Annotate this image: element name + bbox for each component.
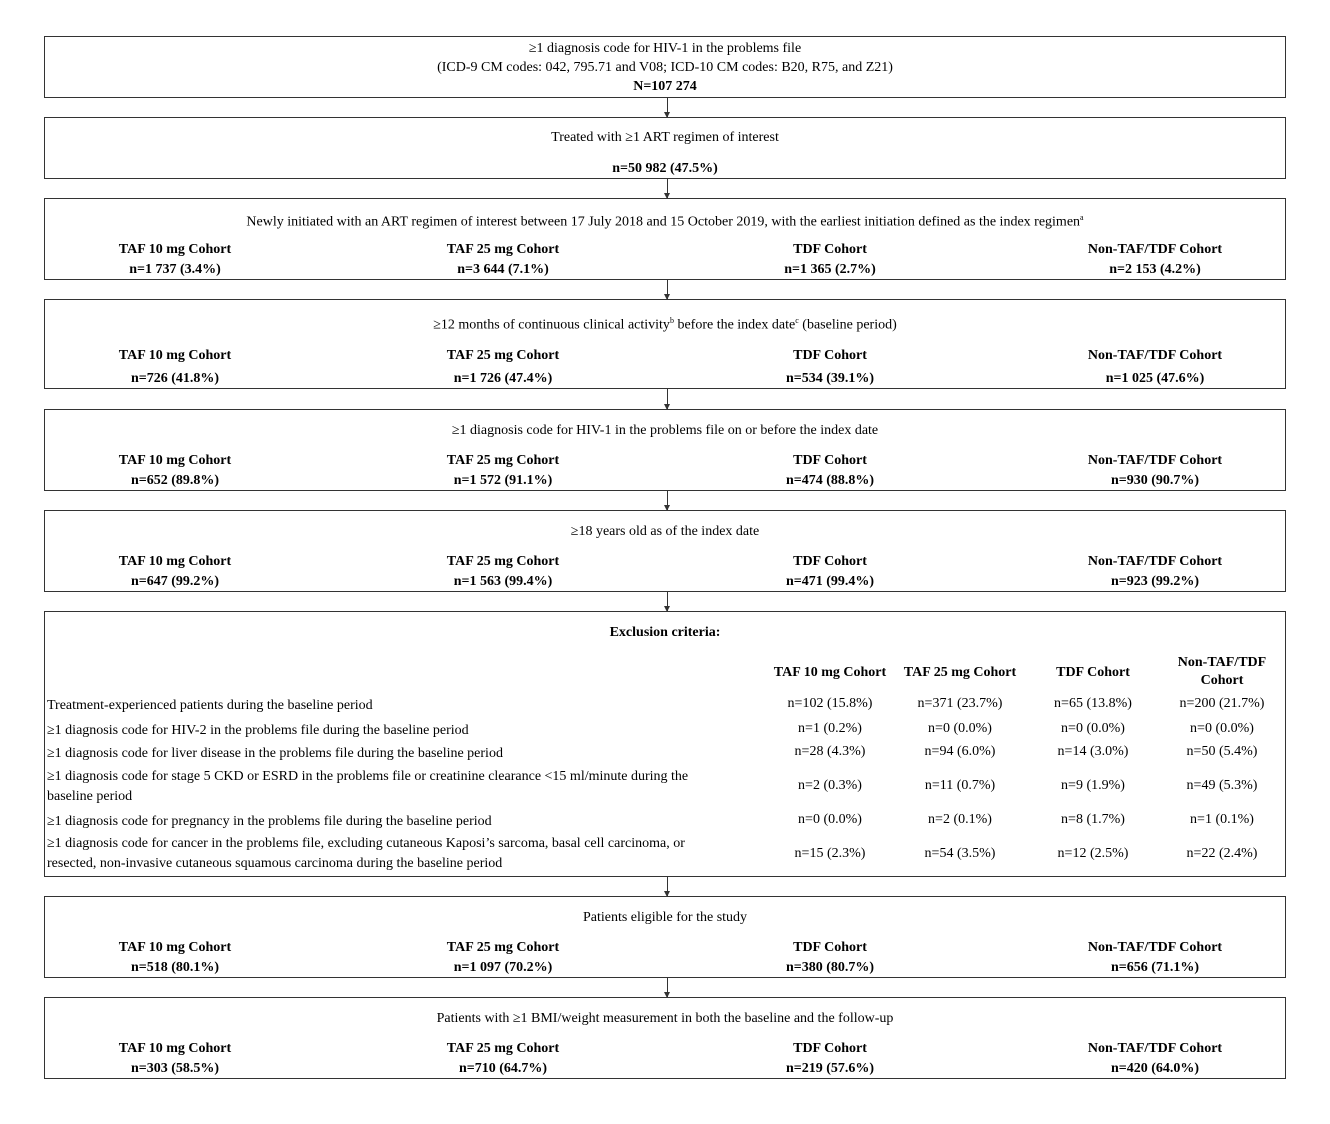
cohort-count: n=1 726 (47.4%) <box>453 371 553 386</box>
exclusion-label: ≥1 diagnosis code for liver disease in the problems file during the baseline period <box>47 746 503 761</box>
exclusion-value: n=2 (0.1%) <box>928 812 992 827</box>
cohort-count: n=1 097 (70.2%) <box>453 960 553 975</box>
flow-box-age-18 <box>44 510 1286 592</box>
cohort-count: n=518 (80.1%) <box>130 960 220 975</box>
arrow-down-icon <box>667 179 668 198</box>
cohort-count: n=726 (41.8%) <box>130 371 220 386</box>
cohort-count: n=1 365 (2.7%) <box>784 262 876 277</box>
cohort-count: n=1 737 (3.4%) <box>129 262 221 277</box>
cohort-tdf <box>710 242 950 278</box>
exclusion-value: n=28 (4.3%) <box>794 744 866 759</box>
arrow-down-icon <box>667 98 668 117</box>
cohort-count: n=710 (64.7%) <box>458 1061 548 1076</box>
flow-box-eligible <box>44 896 1286 978</box>
cohort-label: TAF 25 mg Cohort <box>446 1041 560 1056</box>
arrow-down-icon <box>667 592 668 611</box>
box-title <box>45 316 1285 334</box>
cohort-non-taf-tdf <box>1035 453 1275 489</box>
exclusion-value: n=50 (5.4%) <box>1186 744 1258 759</box>
cohort-count: n=1 572 (91.1%) <box>453 473 553 488</box>
cohort-taf10 <box>55 242 295 278</box>
cohort-count: n=380 (80.7%) <box>785 960 875 975</box>
cohort-taf25 <box>383 453 623 489</box>
box-count: N=107 274 <box>633 79 697 94</box>
cohort-label: TAF 25 mg Cohort <box>446 453 560 468</box>
box-subtitle: (ICD-9 CM codes: 042, 795.71 and V08; ICD-10 CM codes: B20, R75, and Z21) <box>437 60 893 75</box>
exclusion-value: n=49 (5.3%) <box>1186 778 1258 793</box>
exclusion-header-taf10: TAF 10 mg Cohort <box>773 665 887 680</box>
exclusion-value: n=200 (21.7%) <box>1179 696 1265 711</box>
exclusion-value: n=15 (2.3%) <box>794 846 866 861</box>
box-title-text: Newly initiated with an ART regimen of interest between 17 July 2018 and 15 October 2019, with the earliest initiation defined as the index regimen <box>246 214 1081 230</box>
cohort-taf25 <box>383 242 623 278</box>
exclusion-header-non-taf-tdf: Non-TAF/TDF Cohort <box>1177 655 1267 688</box>
flow-box-hiv1-diagnosis <box>44 36 1286 98</box>
cohort-non-taf-tdf <box>1035 940 1275 976</box>
cohort-taf10 <box>55 453 295 489</box>
arrow-down-icon <box>667 389 668 409</box>
cohort-label: TAF 25 mg Cohort <box>446 242 560 257</box>
cohort-count: n=647 (99.2%) <box>130 574 220 589</box>
cohort-taf25 <box>383 554 623 590</box>
exclusion-value: n=94 (6.0%) <box>924 744 996 759</box>
exclusion-value: n=0 (0.0%) <box>928 721 992 736</box>
cohort-label: TAF 25 mg Cohort <box>446 940 560 955</box>
cohort-label: TAF 10 mg Cohort <box>118 453 232 468</box>
exclusion-value: n=65 (13.8%) <box>1054 696 1132 711</box>
arrow-down-icon <box>667 491 668 510</box>
cohort-count: n=420 (64.0%) <box>1110 1061 1200 1076</box>
exclusion-label: Treatment-experienced patients during the baseline period <box>47 698 373 713</box>
cohort-label: TAF 25 mg Cohort <box>446 348 560 363</box>
box-count: n=50 982 (47.5%) <box>612 161 718 176</box>
arrow-down-icon <box>667 978 668 997</box>
exclusion-value: n=12 (2.5%) <box>1057 846 1129 861</box>
cohort-non-taf-tdf <box>1035 348 1275 387</box>
flow-box-bmi-measurement <box>44 997 1286 1079</box>
box-title-text: ≥12 months of continuous clinical activity <box>433 317 670 333</box>
cohort-tdf <box>710 1041 950 1077</box>
exclusion-value: n=0 (0.0%) <box>798 812 862 827</box>
exclusion-header-taf25: TAF 25 mg Cohort <box>903 665 1017 680</box>
box-title: ≥1 diagnosis code for HIV-1 in the problems file <box>528 41 802 56</box>
box-title-text: (baseline period) <box>798 317 897 333</box>
cohort-label: TAF 10 mg Cohort <box>118 1041 232 1056</box>
footnote-marker: b <box>669 316 674 325</box>
cohort-taf25 <box>383 1041 623 1077</box>
exclusion-label: ≥1 diagnosis code for stage 5 CKD or ESRD in the problems file or creatinine clearance <15 ml/minute during the baseline period <box>47 769 689 804</box>
cohort-label: Non-TAF/TDF Cohort <box>1087 242 1223 257</box>
exclusion-header-tdf: TDF Cohort <box>1056 665 1130 680</box>
cohort-taf10 <box>55 348 295 387</box>
cohort-count: n=923 (99.2%) <box>1110 574 1200 589</box>
cohort-tdf <box>710 554 950 590</box>
box-title: Treated with ≥1 ART regimen of interest <box>551 130 779 145</box>
flow-box-hiv1-before-index <box>44 409 1286 491</box>
cohort-label: TDF Cohort <box>793 554 867 569</box>
cohort-label: TDF Cohort <box>793 453 867 468</box>
cohort-label: TDF Cohort <box>793 940 867 955</box>
exclusion-value: n=1 (0.2%) <box>798 721 862 736</box>
box-title: Patients eligible for the study <box>582 910 748 925</box>
exclusion-value: n=102 (15.8%) <box>787 696 873 711</box>
exclusion-value: n=0 (0.0%) <box>1190 721 1254 736</box>
arrow-down-icon <box>667 877 668 896</box>
cohort-label: Non-TAF/TDF Cohort <box>1087 348 1223 363</box>
cohort-non-taf-tdf <box>1035 1041 1275 1077</box>
cohort-label: Non-TAF/TDF Cohort <box>1087 453 1223 468</box>
cohort-count: n=474 (88.8%) <box>785 473 875 488</box>
cohort-label: Non-TAF/TDF Cohort <box>1087 1041 1223 1056</box>
cohort-label: TDF Cohort <box>793 348 867 363</box>
cohort-count: n=930 (90.7%) <box>1110 473 1200 488</box>
cohort-label: TAF 10 mg Cohort <box>118 940 232 955</box>
cohort-taf10 <box>55 940 295 976</box>
cohort-label: TDF Cohort <box>793 242 867 257</box>
cohort-count: n=1 025 (47.6%) <box>1105 371 1205 386</box>
exclusion-value: n=371 (23.7%) <box>917 696 1003 711</box>
flow-box-continuous-activity <box>44 299 1286 389</box>
exclusion-value: n=8 (1.7%) <box>1061 812 1125 827</box>
cohort-non-taf-tdf <box>1035 242 1275 278</box>
cohort-label: TAF 10 mg Cohort <box>118 554 232 569</box>
cohort-count: n=3 644 (7.1%) <box>457 262 549 277</box>
cohort-label: TAF 10 mg Cohort <box>118 242 232 257</box>
box-title: ≥1 diagnosis code for HIV-1 in the problems file on or before the index date <box>451 423 879 438</box>
cohort-count: n=1 563 (99.4%) <box>453 574 553 589</box>
box-title-text: before the index date <box>673 317 796 333</box>
exclusion-value: n=2 (0.3%) <box>798 778 862 793</box>
flow-box-newly-initiated <box>44 198 1286 280</box>
exclusion-value: n=1 (0.1%) <box>1190 812 1254 827</box>
exclusion-value: n=0 (0.0%) <box>1061 721 1125 736</box>
footnote-marker: a <box>1080 213 1084 222</box>
cohort-taf25 <box>383 940 623 976</box>
cohort-taf10 <box>55 1041 295 1077</box>
box-title: ≥18 years old as of the index date <box>570 524 760 539</box>
cohort-label: TDF Cohort <box>793 1041 867 1056</box>
arrow-down-icon <box>667 280 668 299</box>
cohort-tdf <box>710 348 950 387</box>
exclusion-value: n=11 (0.7%) <box>924 778 996 793</box>
cohort-count: n=534 (39.1%) <box>785 371 875 386</box>
exclusion-value: n=54 (3.5%) <box>924 846 996 861</box>
cohort-label: Non-TAF/TDF Cohort <box>1087 554 1223 569</box>
flow-box-treated-art <box>44 117 1286 179</box>
exclusion-label: ≥1 diagnosis code for cancer in the problems file, excluding cutaneous Kaposi’s sarcoma, basal cell carcinoma, or resected, non-invasive cutaneous squamous carcinoma during the baseline period <box>47 836 685 871</box>
exclusion-label: ≥1 diagnosis code for pregnancy in the problems file during the baseline period <box>47 814 492 829</box>
box-title <box>45 213 1285 231</box>
cohort-taf25 <box>383 348 623 387</box>
exclusion-title: Exclusion criteria: <box>609 625 721 640</box>
cohort-tdf <box>710 453 950 489</box>
cohort-taf10 <box>55 554 295 590</box>
cohort-count: n=656 (71.1%) <box>1110 960 1200 975</box>
exclusion-value: n=22 (2.4%) <box>1186 846 1258 861</box>
cohort-label: Non-TAF/TDF Cohort <box>1087 940 1223 955</box>
exclusion-value: n=14 (3.0%) <box>1057 744 1129 759</box>
footnote-marker: c <box>795 316 799 325</box>
cohort-count: n=219 (57.6%) <box>785 1061 875 1076</box>
exclusion-value: n=9 (1.9%) <box>1061 778 1125 793</box>
cohort-non-taf-tdf <box>1035 554 1275 590</box>
exclusion-label: ≥1 diagnosis code for HIV-2 in the problems file during the baseline period <box>47 723 469 738</box>
cohort-tdf <box>710 940 950 976</box>
cohort-count: n=471 (99.4%) <box>785 574 875 589</box>
flow-box-exclusion-criteria <box>44 611 1286 877</box>
cohort-count: n=652 (89.8%) <box>130 473 220 488</box>
cohort-label: TAF 25 mg Cohort <box>446 554 560 569</box>
cohort-count: n=303 (58.5%) <box>130 1061 220 1076</box>
box-title: Patients with ≥1 BMI/weight measurement in both the baseline and the follow-up <box>436 1011 894 1026</box>
cohort-count: n=2 153 (4.2%) <box>1109 262 1201 277</box>
cohort-label: TAF 10 mg Cohort <box>118 348 232 363</box>
